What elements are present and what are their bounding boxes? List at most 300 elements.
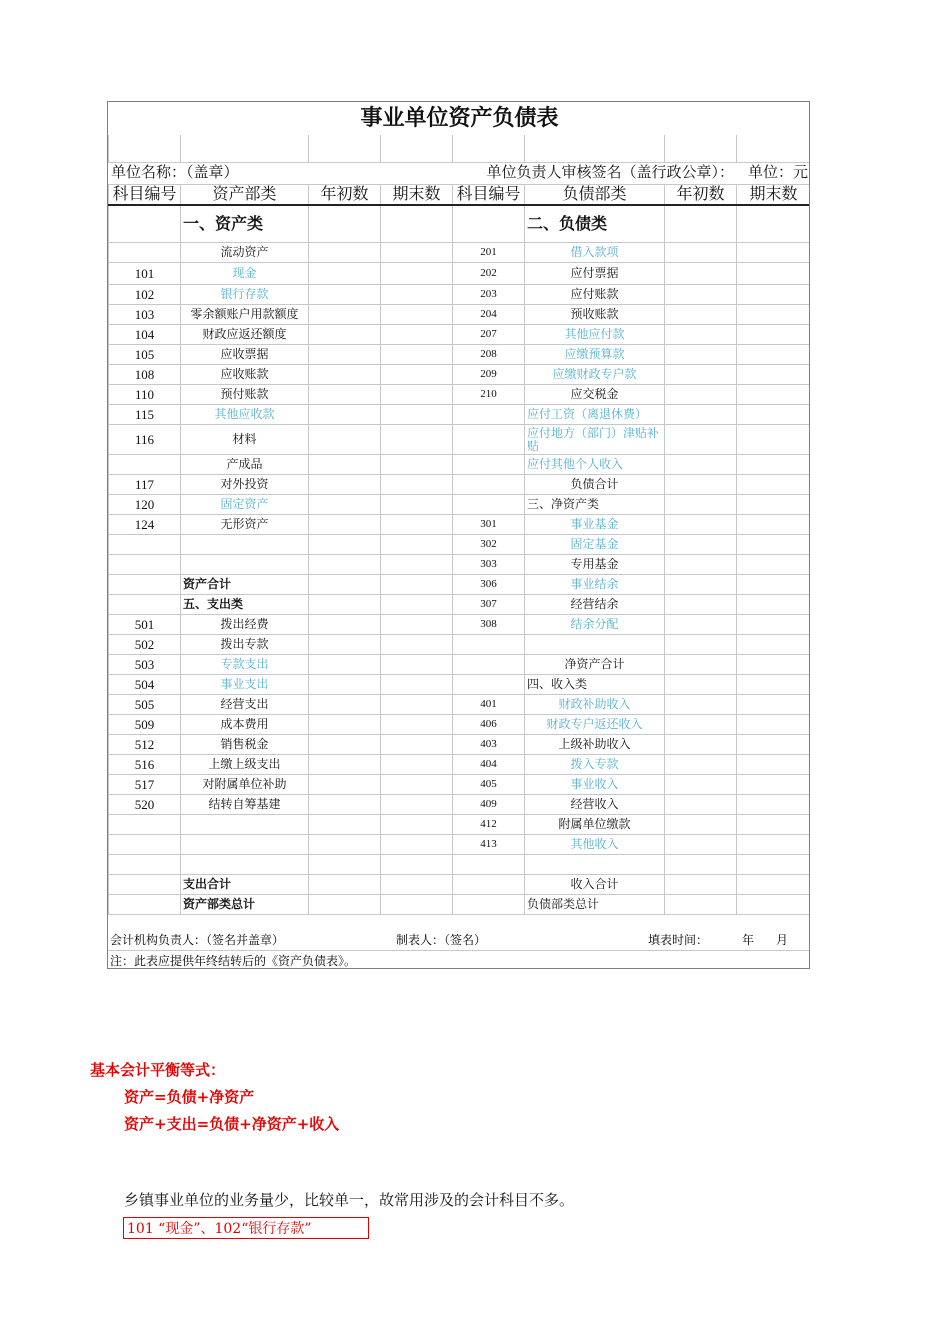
asset-code: 504 bbox=[109, 675, 181, 695]
asset-end-value bbox=[381, 365, 453, 385]
asset-end-value bbox=[381, 855, 453, 875]
liability-begin-value bbox=[665, 675, 737, 695]
asset-begin-value bbox=[309, 495, 381, 515]
liability-account: 附属单位缴款 bbox=[525, 815, 665, 835]
liability-begin-value bbox=[665, 895, 737, 915]
asset-end-value bbox=[381, 455, 453, 475]
liability-code: 210 bbox=[453, 385, 525, 405]
liability-account: 财政补助收入 bbox=[525, 695, 665, 715]
liability-code: 203 bbox=[453, 285, 525, 305]
equation-2: 资产+支出=负债+净资产+收入 bbox=[124, 1115, 340, 1133]
asset-account: 应收账款 bbox=[181, 365, 309, 385]
liability-begin-value bbox=[665, 695, 737, 715]
asset-account: 专款支出 bbox=[181, 655, 309, 675]
liability-account: 收入合计 bbox=[525, 875, 665, 895]
table-row bbox=[109, 325, 811, 345]
asset-end-value bbox=[381, 285, 453, 305]
liability-account: 事业收入 bbox=[525, 775, 665, 795]
liability-end-value bbox=[737, 675, 811, 695]
liability-code: 409 bbox=[453, 795, 525, 815]
asset-code bbox=[109, 855, 181, 875]
liability-account: 固定基金 bbox=[525, 535, 665, 555]
liability-code bbox=[453, 475, 525, 495]
liability-code: 307 bbox=[453, 595, 525, 615]
liability-begin-value bbox=[665, 243, 737, 263]
liability-code: 308 bbox=[453, 615, 525, 635]
balance-sheet-image bbox=[107, 101, 810, 969]
asset-begin-value bbox=[309, 475, 381, 495]
liability-end-value bbox=[737, 385, 811, 405]
liability-account: 应付地方（部门）津贴补贴 bbox=[525, 425, 665, 455]
table-row bbox=[109, 365, 811, 385]
liability-account: 应交税金 bbox=[525, 385, 665, 405]
asset-end-value bbox=[381, 515, 453, 535]
asset-account: 银行存款 bbox=[181, 285, 309, 305]
asset-end-value bbox=[381, 405, 453, 425]
liability-end-value bbox=[737, 345, 811, 365]
liability-code bbox=[453, 655, 525, 675]
column-header: 负债部类 bbox=[525, 185, 665, 205]
column-header: 资产部类 bbox=[181, 185, 309, 205]
sheet-footer bbox=[108, 930, 810, 969]
liability-begin-value bbox=[665, 615, 737, 635]
asset-end-value bbox=[381, 595, 453, 615]
liability-code: 204 bbox=[453, 305, 525, 325]
asset-begin-value bbox=[309, 835, 381, 855]
asset-end-value bbox=[381, 895, 453, 915]
liability-account: 专用基金 bbox=[525, 555, 665, 575]
asset-end-value bbox=[381, 385, 453, 405]
table-row bbox=[109, 735, 811, 755]
liability-account: 应付账款 bbox=[525, 285, 665, 305]
liability-account: 上级补助收入 bbox=[525, 735, 665, 755]
liability-begin-value bbox=[665, 535, 737, 555]
asset-account bbox=[181, 555, 309, 575]
liability-end-value bbox=[737, 895, 811, 915]
liability-code bbox=[453, 895, 525, 915]
asset-begin-value bbox=[309, 775, 381, 795]
liability-code bbox=[453, 875, 525, 895]
liability-end-value bbox=[737, 835, 811, 855]
liability-code: 209 bbox=[453, 365, 525, 385]
asset-end-value bbox=[381, 775, 453, 795]
liability-code: 413 bbox=[453, 835, 525, 855]
liability-account: 负债部类总计 bbox=[525, 895, 665, 915]
asset-account bbox=[181, 835, 309, 855]
asset-account bbox=[181, 855, 309, 875]
table-row bbox=[109, 263, 811, 285]
liability-code bbox=[453, 855, 525, 875]
asset-code bbox=[109, 455, 181, 475]
column-header: 年初数 bbox=[309, 185, 381, 205]
liability-begin-value bbox=[665, 475, 737, 495]
liability-account: 其他应付款 bbox=[525, 325, 665, 345]
column-header: 年初数 bbox=[665, 185, 737, 205]
liability-account: 经营收入 bbox=[525, 795, 665, 815]
table-row bbox=[109, 345, 811, 365]
asset-account bbox=[181, 815, 309, 835]
liability-code: 302 bbox=[453, 535, 525, 555]
column-header: 期末数 bbox=[381, 185, 453, 205]
asset-account: 产成品 bbox=[181, 455, 309, 475]
liability-begin-value bbox=[665, 263, 737, 285]
asset-end-value bbox=[381, 495, 453, 515]
body-paragraph: 乡镇事业单位的业务量少，比较单一，故常用涉及的会计科目不多。 bbox=[124, 1191, 575, 1209]
liability-end-value bbox=[737, 755, 811, 775]
liability-code: 303 bbox=[453, 555, 525, 575]
asset-account: 现金 bbox=[181, 263, 309, 285]
liability-begin-value bbox=[665, 385, 737, 405]
liability-end-value bbox=[737, 815, 811, 835]
asset-account: 事业支出 bbox=[181, 675, 309, 695]
asset-account: 应收票据 bbox=[181, 345, 309, 365]
asset-code: 116 bbox=[109, 425, 181, 455]
asset-begin-value bbox=[309, 325, 381, 345]
asset-code: 105 bbox=[109, 345, 181, 365]
asset-account: 资产合计 bbox=[181, 575, 309, 595]
liability-end-value bbox=[737, 795, 811, 815]
asset-code bbox=[109, 575, 181, 595]
asset-code bbox=[109, 535, 181, 555]
asset-account: 支出合计 bbox=[181, 875, 309, 895]
liability-account bbox=[525, 635, 665, 655]
asset-code: 104 bbox=[109, 325, 181, 345]
asset-account: 无形资产 bbox=[181, 515, 309, 535]
liability-end-value bbox=[737, 405, 811, 425]
table-row bbox=[109, 475, 811, 495]
liability-begin-value bbox=[665, 735, 737, 755]
liability-end-value bbox=[737, 535, 811, 555]
liability-begin-value bbox=[665, 855, 737, 875]
liability-account: 应付其他个人收入 bbox=[525, 455, 665, 475]
asset-begin-value bbox=[309, 385, 381, 405]
liability-code: 201 bbox=[453, 243, 525, 263]
liability-end-value bbox=[737, 635, 811, 655]
asset-end-value bbox=[381, 675, 453, 695]
asset-end-value bbox=[381, 655, 453, 675]
liability-begin-value bbox=[665, 715, 737, 735]
asset-end-value bbox=[381, 425, 453, 455]
liability-account: 四、收入类 bbox=[525, 675, 665, 695]
asset-code: 505 bbox=[109, 695, 181, 715]
liability-account: 经营结余 bbox=[525, 595, 665, 615]
asset-begin-value bbox=[309, 305, 381, 325]
asset-end-value bbox=[381, 755, 453, 775]
asset-begin-value bbox=[309, 695, 381, 715]
liability-begin-value bbox=[665, 815, 737, 835]
asset-end-value bbox=[381, 735, 453, 755]
liability-account: 拨入专款 bbox=[525, 755, 665, 775]
unit-label: 单位：元 bbox=[737, 163, 811, 185]
asset-account: 拨出专款 bbox=[181, 635, 309, 655]
liability-account: 事业结余 bbox=[525, 575, 665, 595]
table-row bbox=[109, 305, 811, 325]
liability-code bbox=[453, 635, 525, 655]
column-header: 期末数 bbox=[737, 185, 811, 205]
table-row bbox=[109, 795, 811, 815]
liability-code: 401 bbox=[453, 695, 525, 715]
liability-account: 应付票据 bbox=[525, 263, 665, 285]
asset-account: 固定资产 bbox=[181, 495, 309, 515]
table-row bbox=[109, 455, 811, 475]
asset-begin-value bbox=[309, 515, 381, 535]
liability-code: 208 bbox=[453, 345, 525, 365]
asset-begin-value bbox=[309, 405, 381, 425]
asset-code bbox=[109, 595, 181, 615]
column-header: 科目编号 bbox=[109, 185, 181, 205]
liability-account: 结余分配 bbox=[525, 615, 665, 635]
liability-end-value bbox=[737, 735, 811, 755]
liability-end-value bbox=[737, 595, 811, 615]
liability-end-value bbox=[737, 243, 811, 263]
asset-end-value bbox=[381, 555, 453, 575]
footer-maker: 制表人：（签名） bbox=[396, 933, 487, 947]
asset-code: 516 bbox=[109, 755, 181, 775]
liability-begin-value bbox=[665, 875, 737, 895]
liability-end-value bbox=[737, 515, 811, 535]
asset-code: 517 bbox=[109, 775, 181, 795]
table-row bbox=[109, 535, 811, 555]
footer-year: 年 bbox=[742, 933, 755, 947]
liability-begin-value bbox=[665, 755, 737, 775]
asset-code: 115 bbox=[109, 405, 181, 425]
asset-begin-value bbox=[309, 635, 381, 655]
asset-begin-value bbox=[309, 715, 381, 735]
asset-begin-value bbox=[309, 895, 381, 915]
liability-code: 406 bbox=[453, 715, 525, 735]
asset-account: 流动资产 bbox=[181, 243, 309, 263]
asset-code bbox=[109, 835, 181, 855]
asset-code: 509 bbox=[109, 715, 181, 735]
asset-end-value bbox=[381, 635, 453, 655]
table-row bbox=[109, 895, 811, 915]
balance-equations bbox=[90, 1057, 339, 1138]
liability-end-value bbox=[737, 655, 811, 675]
asset-account: 材料 bbox=[181, 425, 309, 455]
asset-end-value bbox=[381, 575, 453, 595]
asset-begin-value bbox=[309, 735, 381, 755]
asset-account: 成本费用 bbox=[181, 715, 309, 735]
asset-code bbox=[109, 895, 181, 915]
asset-code: 117 bbox=[109, 475, 181, 495]
asset-code: 124 bbox=[109, 515, 181, 535]
liability-end-value bbox=[737, 555, 811, 575]
sheet-title: 事业单位资产负债表 bbox=[360, 105, 559, 131]
asset-account: 上缴上级支出 bbox=[181, 755, 309, 775]
liability-begin-value bbox=[665, 775, 737, 795]
table-row bbox=[109, 495, 811, 515]
footer-chief: 会计机构负责人：（签名并盖章） bbox=[110, 933, 285, 947]
unit-name-label: 单位名称：（盖章） bbox=[109, 163, 381, 185]
liability-begin-value bbox=[665, 515, 737, 535]
balance-sheet-table bbox=[108, 102, 810, 915]
asset-begin-value bbox=[309, 575, 381, 595]
footer-month: 月 bbox=[776, 933, 789, 947]
liability-begin-value bbox=[665, 495, 737, 515]
table-row bbox=[109, 755, 811, 775]
asset-end-value bbox=[381, 475, 453, 495]
table-row bbox=[109, 815, 811, 835]
liability-end-value bbox=[737, 285, 811, 305]
liability-code bbox=[453, 425, 525, 455]
equation-heading: 基本会计平衡等式： bbox=[90, 1061, 226, 1079]
liability-account: 应付工资（离退休费） bbox=[525, 405, 665, 425]
liability-account: 财政专户返还收入 bbox=[525, 715, 665, 735]
table-row bbox=[109, 855, 811, 875]
asset-code: 512 bbox=[109, 735, 181, 755]
table-row bbox=[109, 425, 811, 455]
liability-begin-value bbox=[665, 365, 737, 385]
asset-code: 101 bbox=[109, 263, 181, 285]
asset-begin-value bbox=[309, 425, 381, 455]
liability-end-value bbox=[737, 455, 811, 475]
liability-begin-value bbox=[665, 835, 737, 855]
liability-end-value bbox=[737, 855, 811, 875]
asset-code bbox=[109, 875, 181, 895]
liability-code: 403 bbox=[453, 735, 525, 755]
table-row bbox=[109, 635, 811, 655]
asset-begin-value bbox=[309, 815, 381, 835]
liability-account: 借入款项 bbox=[525, 243, 665, 263]
liability-code bbox=[453, 495, 525, 515]
asset-code: 503 bbox=[109, 655, 181, 675]
asset-begin-value bbox=[309, 285, 381, 305]
asset-account: 经营支出 bbox=[181, 695, 309, 715]
asset-account: 五、支出类 bbox=[181, 595, 309, 615]
asset-end-value bbox=[381, 795, 453, 815]
liability-begin-value bbox=[665, 575, 737, 595]
asset-end-value bbox=[381, 345, 453, 365]
asset-code: 103 bbox=[109, 305, 181, 325]
head-sign-label: 单位负责人审核签名（盖行政公章）： bbox=[381, 163, 737, 185]
equation-1: 资产=负债+净资产 bbox=[124, 1088, 255, 1106]
liability-end-value bbox=[737, 365, 811, 385]
asset-begin-value bbox=[309, 615, 381, 635]
asset-account: 零余额账户用款额度 bbox=[181, 305, 309, 325]
liability-begin-value bbox=[665, 455, 737, 475]
liability-begin-value bbox=[665, 555, 737, 575]
liability-account: 其他收入 bbox=[525, 835, 665, 855]
liability-account: 应缴预算款 bbox=[525, 345, 665, 365]
liability-end-value bbox=[737, 775, 811, 795]
asset-code: 110 bbox=[109, 385, 181, 405]
asset-code: 102 bbox=[109, 285, 181, 305]
liability-account: 事业基金 bbox=[525, 515, 665, 535]
asset-code: 501 bbox=[109, 615, 181, 635]
asset-code: 108 bbox=[109, 365, 181, 385]
asset-account: 对外投资 bbox=[181, 475, 309, 495]
asset-end-value bbox=[381, 615, 453, 635]
liability-begin-value bbox=[665, 285, 737, 305]
table-row bbox=[109, 615, 811, 635]
liability-end-value bbox=[737, 495, 811, 515]
table-row bbox=[109, 405, 811, 425]
asset-code: 502 bbox=[109, 635, 181, 655]
asset-begin-value bbox=[309, 875, 381, 895]
asset-end-value bbox=[381, 535, 453, 555]
asset-begin-value bbox=[309, 365, 381, 385]
asset-account: 资产部类总计 bbox=[181, 895, 309, 915]
liability-end-value bbox=[737, 325, 811, 345]
asset-begin-value bbox=[309, 535, 381, 555]
liability-end-value bbox=[737, 715, 811, 735]
footer-note: 注：此表应提供年终结转后的《资产负债表》。 bbox=[108, 950, 810, 969]
table-row bbox=[109, 655, 811, 675]
liability-code: 412 bbox=[453, 815, 525, 835]
asset-account: 拨出经费 bbox=[181, 615, 309, 635]
table-row bbox=[109, 675, 811, 695]
asset-begin-value bbox=[309, 243, 381, 263]
table-row bbox=[109, 695, 811, 715]
table-row bbox=[109, 715, 811, 735]
liability-end-value bbox=[737, 425, 811, 455]
liability-account: 预收账款 bbox=[525, 305, 665, 325]
asset-begin-value bbox=[309, 855, 381, 875]
asset-begin-value bbox=[309, 655, 381, 675]
asset-begin-value bbox=[309, 755, 381, 775]
asset-account: 财政应返还额度 bbox=[181, 325, 309, 345]
asset-begin-value bbox=[309, 455, 381, 475]
liability-account bbox=[525, 855, 665, 875]
liability-end-value bbox=[737, 305, 811, 325]
asset-code bbox=[109, 815, 181, 835]
liability-begin-value bbox=[665, 635, 737, 655]
liability-end-value bbox=[737, 695, 811, 715]
liability-begin-value bbox=[665, 795, 737, 815]
liability-account: 应缴财政专户款 bbox=[525, 365, 665, 385]
liability-code bbox=[453, 675, 525, 695]
liability-code bbox=[453, 405, 525, 425]
asset-begin-value bbox=[309, 795, 381, 815]
asset-begin-value bbox=[309, 263, 381, 285]
asset-code bbox=[109, 243, 181, 263]
footer-date: 填表时间： bbox=[648, 933, 709, 947]
asset-account: 结转自筹基建 bbox=[181, 795, 309, 815]
asset-end-value bbox=[381, 263, 453, 285]
asset-account: 销售税金 bbox=[181, 735, 309, 755]
asset-end-value bbox=[381, 325, 453, 345]
liability-begin-value bbox=[665, 325, 737, 345]
table-row bbox=[109, 835, 811, 855]
liability-begin-value bbox=[665, 425, 737, 455]
table-row bbox=[109, 385, 811, 405]
asset-begin-value bbox=[309, 595, 381, 615]
liability-begin-value bbox=[665, 405, 737, 425]
asset-code bbox=[109, 555, 181, 575]
asset-end-value bbox=[381, 815, 453, 835]
liability-begin-value bbox=[665, 345, 737, 365]
table-row bbox=[109, 875, 811, 895]
liability-code: 207 bbox=[453, 325, 525, 345]
table-row bbox=[109, 595, 811, 615]
asset-end-value bbox=[381, 243, 453, 263]
liability-code: 306 bbox=[453, 575, 525, 595]
table-row bbox=[109, 775, 811, 795]
liability-end-value bbox=[737, 615, 811, 635]
liability-code: 405 bbox=[453, 775, 525, 795]
asset-code: 120 bbox=[109, 495, 181, 515]
section-liabilities: 二、负债类 bbox=[525, 205, 665, 243]
liability-code: 301 bbox=[453, 515, 525, 535]
table-row bbox=[109, 555, 811, 575]
liability-end-value bbox=[737, 575, 811, 595]
liability-begin-value bbox=[665, 655, 737, 675]
liability-end-value bbox=[737, 263, 811, 285]
asset-end-value bbox=[381, 875, 453, 895]
section-assets: 一、资产类 bbox=[181, 205, 309, 243]
liability-code: 404 bbox=[453, 755, 525, 775]
asset-begin-value bbox=[309, 555, 381, 575]
